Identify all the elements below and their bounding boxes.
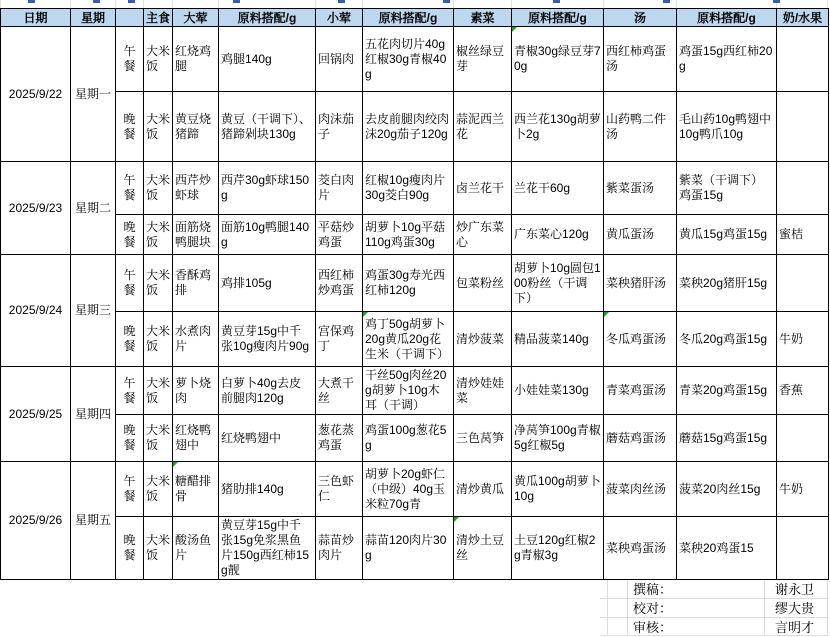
grid-line <box>315 0 316 8</box>
cell-text: 山药鸭二件汤 <box>606 111 667 141</box>
small-ingredients-cell[interactable] <box>363 312 454 367</box>
cell-text: 蒜泥西兰花 <box>456 111 505 141</box>
soup-ingredients-cell[interactable] <box>677 415 777 462</box>
menu-row <box>1 415 829 462</box>
cell-text: 西红柿炒鸡蛋 <box>318 268 355 297</box>
staple-cell[interactable] <box>144 27 173 92</box>
cell-text: 大米饭 <box>146 268 171 297</box>
cell-text: 大米饭 <box>146 219 171 249</box>
reviewer-name[interactable]: 言明才 <box>775 620 815 635</box>
date-cell[interactable]: 2025/9/23 <box>1 162 71 255</box>
cell-text: 菠菜肉丝汤 <box>606 481 667 496</box>
veg-ingredients-cell[interactable] <box>512 27 604 92</box>
cell-text: 椒丝绿豆芽 <box>456 44 505 73</box>
soup-cell[interactable] <box>604 415 677 462</box>
clipped-text-mark <box>663 0 670 3</box>
main-ingredients-cell[interactable] <box>219 367 316 415</box>
cell-text: 鸡排105g <box>221 275 272 290</box>
meal-cell[interactable] <box>116 92 144 162</box>
cell-text: 大米饭 <box>146 173 171 202</box>
meal-cell[interactable] <box>116 367 144 415</box>
cell-text: 三色莴笋 <box>456 430 505 445</box>
staple-cell[interactable] <box>144 255 173 312</box>
clipped-text-mark <box>28 0 35 3</box>
column-header: 奶/水果 <box>777 9 829 27</box>
veg-ingredients-cell[interactable] <box>512 312 604 367</box>
staple-cell[interactable] <box>144 162 173 215</box>
veg-dish-cell[interactable] <box>454 312 512 367</box>
staple-cell[interactable] <box>144 415 173 462</box>
column-header: 大荤 <box>173 9 219 27</box>
cell-text: 红烧鸭翅中 <box>175 423 212 452</box>
meal-cell[interactable] <box>116 415 144 462</box>
cell-text: 大米饭 <box>146 111 171 141</box>
main-dish-cell[interactable] <box>173 367 219 415</box>
veg-dish-cell[interactable] <box>454 162 512 215</box>
meal-cell[interactable] <box>116 162 144 215</box>
cell-text: 肉沫茄子 <box>318 111 355 141</box>
cell-text: 胡萝卜20g虾仁（中级）40g玉米粒70g青 <box>365 466 446 511</box>
cell-text: 午餐 <box>123 474 136 503</box>
veg-ingredients-cell[interactable] <box>512 367 604 415</box>
cell-text: 胡萝卜10g平菇110g鸡蛋30g <box>365 219 446 249</box>
milk-fruit-cell[interactable] <box>777 312 829 367</box>
staple-cell[interactable] <box>144 92 173 162</box>
grid-line <box>218 0 219 8</box>
cell-text: 紫菜（干调下）鸡蛋15g <box>679 173 764 202</box>
cell-text: 午餐 <box>123 44 136 73</box>
clipped-text-mark <box>233 0 240 3</box>
cell-text: 青菜20g鸡蛋15g <box>679 383 768 397</box>
small-dish-cell[interactable] <box>316 92 363 162</box>
cell-text: 水煮肉片 <box>175 324 212 353</box>
milk-fruit-cell[interactable] <box>777 27 829 92</box>
main-ingredients-cell[interactable] <box>219 462 316 517</box>
cell-text: 炒广东菜心 <box>456 219 505 249</box>
date-cell[interactable]: 2025/9/24 <box>1 255 71 367</box>
column-header: 原料搭配/g <box>677 9 777 27</box>
cell-text: 黄豆烧猪蹄 <box>175 111 212 141</box>
cell-text: 糖醋排骨 <box>175 474 212 503</box>
clipped-text-mark <box>128 0 135 3</box>
cell-text: 牛奶 <box>779 331 804 346</box>
cell-text: 晚餐 <box>123 324 136 353</box>
cell-text: 香酥鸡排 <box>175 268 212 297</box>
main-dish-cell[interactable] <box>173 312 219 367</box>
author-name[interactable]: 谢永卫 <box>775 582 815 597</box>
main-dish-cell[interactable] <box>173 415 219 462</box>
main-ingredients-cell[interactable] <box>219 162 316 215</box>
veg-ingredients-cell[interactable] <box>512 92 604 162</box>
cell-text: 红烧鸡腿 <box>175 44 212 73</box>
veg-dish-cell[interactable] <box>454 415 512 462</box>
meal-cell[interactable] <box>116 517 144 580</box>
small-ingredients-cell[interactable] <box>363 92 454 162</box>
cell-text: 平菇炒鸡蛋 <box>318 219 355 249</box>
milk-fruit-cell[interactable] <box>777 215 829 255</box>
menu-row <box>1 92 829 162</box>
cell-text: 小娃娃菜130g <box>514 383 589 397</box>
cell-text: 大米饭 <box>146 474 171 503</box>
veg-ingredients-cell[interactable] <box>512 462 604 517</box>
milk-fruit-cell[interactable] <box>777 517 829 580</box>
veg-dish-cell[interactable] <box>454 367 512 415</box>
cell-text: 红烧鸭翅中 <box>221 430 282 445</box>
cell-text: 晚餐 <box>123 219 136 249</box>
cell-text: 面筋烧鸭腿块 <box>175 219 212 249</box>
cell-text: 蘑菇鸡蛋汤 <box>606 430 667 445</box>
cell-text: 菜秧20g猪肝15g <box>679 275 768 290</box>
meal-cell[interactable] <box>116 462 144 517</box>
soup-cell[interactable] <box>604 27 677 92</box>
column-header: 原料搭配/g <box>363 9 454 27</box>
main-dish-cell[interactable] <box>173 215 219 255</box>
menu-row <box>1 462 829 517</box>
small-ingredients-cell[interactable] <box>363 27 454 92</box>
cell-text: 黄瓜15g鸡蛋15g <box>679 227 768 241</box>
cell-text: 青椒30g绿豆芽70g <box>514 44 601 73</box>
cell-flag-triangle-icon <box>363 312 368 317</box>
menu-row <box>1 27 829 92</box>
cell-text: 萝卜烧肉 <box>175 375 212 405</box>
small-dish-cell[interactable] <box>316 462 363 517</box>
proofreader-label[interactable]: 校对： <box>633 601 673 616</box>
cell-text: 胡萝卜10g圆包100粉丝（干调下） <box>514 260 601 305</box>
grid-line <box>70 0 71 8</box>
soup-ingredients-cell[interactable] <box>677 367 777 415</box>
cell-text: 西兰花130g胡萝卜2g <box>514 111 601 141</box>
soup-cell[interactable] <box>604 255 677 312</box>
cell-text: 菜秧猪肝汤 <box>606 275 667 290</box>
cell-text: 茭白肉片 <box>318 173 355 202</box>
staple-cell[interactable] <box>144 312 173 367</box>
grid-line <box>143 0 144 8</box>
menu-row <box>1 517 829 580</box>
meal-cell[interactable] <box>116 312 144 367</box>
cell-text: 面筋10g鸭腿140g <box>221 219 310 249</box>
soup-ingredients-cell[interactable] <box>677 27 777 92</box>
column-header <box>116 9 144 27</box>
weekday-cell[interactable]: 星期四 <box>71 367 116 462</box>
signature-block <box>0 580 830 636</box>
cell-text: 晚餐 <box>123 533 136 562</box>
milk-fruit-cell[interactable] <box>777 162 829 215</box>
cell-text: 蜜桔 <box>779 227 804 241</box>
reviewer-label[interactable]: 审核： <box>633 620 673 635</box>
veg-ingredients-cell[interactable] <box>512 255 604 312</box>
veg-dish-cell[interactable] <box>454 92 512 162</box>
small-ingredients-cell[interactable] <box>363 367 454 415</box>
soup-cell[interactable] <box>604 312 677 367</box>
main-dish-cell[interactable] <box>173 517 219 580</box>
small-dish-cell[interactable] <box>316 367 363 415</box>
grid-line <box>453 0 454 8</box>
grid-line <box>827 0 828 8</box>
main-dish-cell[interactable] <box>173 92 219 162</box>
cell-text: 黄豆芽15g中千张10g瘦肉片90g <box>221 324 310 353</box>
cell-text: 鸡蛋15g西红柿20g <box>679 44 773 73</box>
cell-text: 干丝50g肉丝20g胡萝卜10g木耳（干调） <box>365 368 447 412</box>
menu-row <box>1 367 829 415</box>
veg-dish-cell[interactable] <box>454 462 512 517</box>
cell-text: 大米饭 <box>146 44 171 73</box>
soup-ingredients-cell[interactable] <box>677 462 777 517</box>
cell-text: 猪肋排140g <box>221 481 284 496</box>
small-dish-cell[interactable] <box>316 215 363 255</box>
staple-cell[interactable] <box>144 215 173 255</box>
soup-cell[interactable] <box>604 367 677 415</box>
cell-text: 净莴笋100g青椒5g红椒5g <box>514 423 601 452</box>
cell-text: 菜秧鸡蛋汤 <box>606 540 667 555</box>
cell-text: 鸡蛋30g寿光西红柿120g <box>365 268 446 297</box>
soup-ingredients-cell[interactable] <box>677 517 777 580</box>
veg-dish-cell[interactable] <box>454 255 512 312</box>
cell-text: 葱花蒸鸡蛋 <box>318 423 355 452</box>
reviewer-row <box>0 618 830 637</box>
cell-text: 清炒黄瓜 <box>456 481 505 496</box>
menu-row <box>1 162 829 215</box>
cell-flag-triangle-icon <box>604 312 609 317</box>
cell-text: 大米饭 <box>146 375 171 405</box>
veg-ingredients-cell[interactable] <box>512 215 604 255</box>
clipped-text-mark <box>338 0 345 3</box>
cell-text: 包菜粉丝 <box>456 275 505 290</box>
cell-text: 五花肉切片40g红椒30g青椒40g <box>365 36 447 81</box>
cell-text: 大煮干丝 <box>318 375 355 405</box>
soup-cell[interactable] <box>604 92 677 162</box>
small-ingredients-cell[interactable] <box>363 255 454 312</box>
main-ingredients-cell[interactable] <box>219 255 316 312</box>
main-dish-cell[interactable] <box>173 162 219 215</box>
small-dish-cell[interactable] <box>316 255 363 312</box>
cell-text: 大米饭 <box>146 533 171 562</box>
cell-text: 午餐 <box>123 173 136 202</box>
cell-text: 西芹炒虾球 <box>175 173 212 202</box>
cell-text: 大米饭 <box>146 324 171 353</box>
menu-row <box>1 312 829 367</box>
milk-fruit-cell[interactable] <box>777 367 829 415</box>
author-row <box>0 580 830 599</box>
main-ingredients-cell[interactable] <box>219 517 316 580</box>
clipped-text-mark <box>773 0 780 3</box>
cell-flag-triangle-icon <box>173 462 178 467</box>
main-ingredients-cell[interactable] <box>219 27 316 92</box>
date-cell[interactable]: 2025/9/22 <box>1 27 71 162</box>
weekday-cell[interactable]: 星期二 <box>71 162 116 255</box>
menu-row <box>1 255 829 312</box>
cell-text: 蘑菇15g鸡蛋15g <box>679 430 768 445</box>
column-header: 小荤 <box>316 9 363 27</box>
soup-cell[interactable] <box>604 517 677 580</box>
cell-text: 菠菜20肉丝15g <box>679 481 761 496</box>
meal-cell[interactable] <box>116 27 144 92</box>
proofreader-row <box>0 599 830 618</box>
cell-text: 青菜鸡蛋汤 <box>606 383 667 397</box>
grid-line <box>511 0 512 8</box>
grid-line <box>362 0 363 8</box>
soup-cell[interactable] <box>604 162 677 215</box>
soup-ingredients-cell[interactable] <box>677 312 777 367</box>
milk-fruit-cell[interactable] <box>777 92 829 162</box>
weekday-cell[interactable]: 星期五 <box>71 462 116 580</box>
grid-line <box>603 0 604 8</box>
veg-ingredients-cell[interactable] <box>512 162 604 215</box>
cell-text: 西芹30g虾球150g <box>221 173 310 202</box>
grid-line <box>0 0 1 8</box>
grid-line <box>676 0 677 8</box>
column-header: 主食 <box>144 9 173 27</box>
cell-text: 兰花干60g <box>514 180 571 195</box>
soup-ingredients-cell[interactable] <box>677 92 777 162</box>
cell-text: 冬瓜鸡蛋汤 <box>606 331 667 346</box>
small-ingredients-cell[interactable] <box>363 162 454 215</box>
cell-text: 清炒娃娃菜 <box>456 375 505 405</box>
cell-text: 牛奶 <box>779 481 804 496</box>
clipped-row-above <box>0 0 828 8</box>
cell-text: 大米饭 <box>146 423 171 452</box>
small-dish-cell[interactable] <box>316 517 363 580</box>
small-ingredients-cell[interactable] <box>363 462 454 517</box>
cell-text: 黄瓜蛋汤 <box>606 227 655 241</box>
clipped-text-mark <box>93 0 100 3</box>
cell-text: 午餐 <box>123 375 136 405</box>
soup-ingredients-cell[interactable] <box>677 162 777 215</box>
main-ingredients-cell[interactable] <box>219 215 316 255</box>
small-ingredients-cell[interactable] <box>363 517 454 580</box>
veg-ingredients-cell[interactable] <box>512 517 604 580</box>
veg-ingredients-cell[interactable] <box>512 415 604 462</box>
small-ingredients-cell[interactable] <box>363 215 454 255</box>
cell-text: 白萝卜40g去皮前腿肉120g <box>221 375 302 405</box>
cell-text: 黄豆（干调下）、猪蹄剁块130g <box>221 111 312 141</box>
proofreader-name[interactable]: 缪大贵 <box>775 601 815 616</box>
column-header: 日期 <box>1 9 71 27</box>
staple-cell[interactable] <box>144 367 173 415</box>
grid-line <box>115 0 116 8</box>
cell-text: 午餐 <box>123 268 136 297</box>
cell-text: 冬瓜20g鸡蛋15g <box>679 331 768 346</box>
cell-text: 精品菠菜140g <box>514 331 589 346</box>
main-dish-cell[interactable] <box>173 255 219 312</box>
date-cell[interactable]: 2025/9/25 <box>1 367 71 462</box>
cell-text: 黄豆芽15g中千张15g免浆黑鱼片150g西红柿15g靓 <box>221 518 310 577</box>
cell-flag-triangle-icon <box>512 27 517 32</box>
cell-text: 蒜苗120肉片30g <box>365 533 447 562</box>
milk-fruit-cell[interactable] <box>777 462 829 517</box>
cell-text: 清炒土豆丝 <box>456 533 505 562</box>
column-header: 汤 <box>604 9 677 27</box>
cell-text: 回锅肉 <box>318 51 355 66</box>
cell-text: 香蕉 <box>779 383 804 397</box>
cell-text: 鸡腿140g <box>221 51 272 66</box>
main-ingredients-cell[interactable] <box>219 92 316 162</box>
veg-dish-cell[interactable] <box>454 215 512 255</box>
main-ingredients-cell[interactable] <box>219 312 316 367</box>
weekday-cell[interactable]: 星期三 <box>71 255 116 367</box>
grid-line <box>172 0 173 8</box>
date-cell[interactable]: 2025/9/26 <box>1 462 71 580</box>
cell-text: 鸡丁50g胡萝卜20g黄瓜20g花生米（干调下） <box>365 316 450 361</box>
cell-text: 三色虾仁 <box>318 474 355 503</box>
author-label[interactable]: 撰稿： <box>633 582 673 597</box>
soup-cell[interactable] <box>604 215 677 255</box>
cell-text: 黄瓜100g胡萝卜10g <box>514 474 601 503</box>
column-header: 素菜 <box>454 9 512 27</box>
main-dish-cell[interactable] <box>173 462 219 517</box>
cell-text: 清炒菠菜 <box>456 331 505 346</box>
cell-text: 菜秧20鸡蛋15 <box>679 540 754 555</box>
milk-fruit-cell[interactable] <box>777 255 829 312</box>
cell-text: 毛山药10g鸭翅中10g鸭爪10g <box>679 111 772 141</box>
small-dish-cell[interactable] <box>316 162 363 215</box>
weekly-menu-table <box>0 8 829 580</box>
menu-row <box>1 215 829 255</box>
clipped-text-mark <box>443 0 450 3</box>
header-row <box>1 9 829 27</box>
soup-ingredients-cell[interactable] <box>677 255 777 312</box>
veg-dish-cell[interactable] <box>454 517 512 580</box>
cell-text: 蒜苗炒肉片 <box>318 533 355 562</box>
cell-flag-triangle-icon <box>454 517 459 522</box>
cell-text: 晚餐 <box>123 423 136 452</box>
small-dish-cell[interactable] <box>316 27 363 92</box>
cell-text: 去皮前腿肉绞肉沫20g茄子120g <box>365 111 450 141</box>
milk-fruit-cell[interactable] <box>777 415 829 462</box>
cell-text: 西红柿鸡蛋汤 <box>606 44 667 73</box>
weekday-cell[interactable]: 星期一 <box>71 27 116 162</box>
soup-ingredients-cell[interactable] <box>677 215 777 255</box>
main-ingredients-cell[interactable] <box>219 415 316 462</box>
cell-text: 宫保鸡丁 <box>318 324 355 353</box>
cell-text: 广东菜心120g <box>514 227 589 241</box>
cell-text: 酸汤鱼片 <box>175 533 212 562</box>
clipped-text-mark <box>553 0 560 3</box>
cell-text: 鸡蛋100g葱花5g <box>365 423 447 452</box>
cell-text: 晚餐 <box>123 111 136 141</box>
small-dish-cell[interactable] <box>316 312 363 367</box>
soup-cell[interactable] <box>604 462 677 517</box>
cell-text: 卤兰花干 <box>456 180 505 195</box>
meal-cell[interactable] <box>116 255 144 312</box>
cell-text: 紫菜蛋汤 <box>606 180 655 195</box>
staple-cell[interactable] <box>144 462 173 517</box>
column-header: 原料搭配/g <box>219 9 316 27</box>
small-ingredients-cell[interactable] <box>363 415 454 462</box>
meal-cell[interactable] <box>116 215 144 255</box>
column-header: 星期 <box>71 9 116 27</box>
main-dish-cell[interactable] <box>173 27 219 92</box>
column-header: 原料搭配/g <box>512 9 604 27</box>
cell-text: 红椒10g瘦肉片30g茭白90g <box>365 173 446 202</box>
small-dish-cell[interactable] <box>316 415 363 462</box>
veg-dish-cell[interactable] <box>454 27 512 92</box>
cell-text: 土豆120g红椒2g青椒3g <box>514 533 596 562</box>
staple-cell[interactable] <box>144 517 173 580</box>
